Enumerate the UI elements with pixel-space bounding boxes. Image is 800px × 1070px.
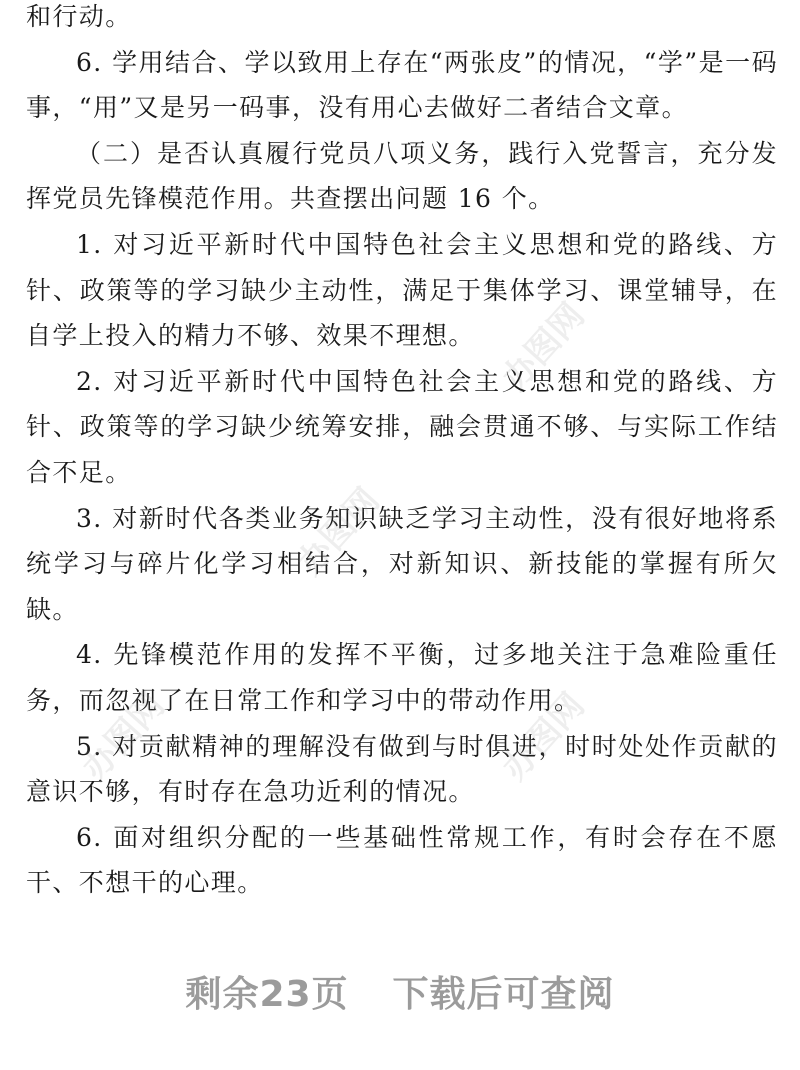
- paragraph-item-4: 4. 先锋模范作用的发挥不平衡，过多地关注于急难险重任务，而忽视了在日常工作和学习中的带动作用。: [26, 640, 778, 715]
- watermark-logo: 办图网: [494, 685, 593, 789]
- paragraph-item-5: 5. 对贡献精神的理解没有做到与时俱进，时时处处作贡献的意识不够，有时存在急功近利的情况。: [26, 731, 778, 807]
- paragraph-item-6: 6. 面对组织分配的一些基础性常规工作，有时会存在不愿干、不想干的心理。: [26, 822, 778, 898]
- paragraph-item-6-theory: 6. 学用结合、学以致用上存在“两张皮”的情况，“学”是一码事，“用”又是另一码事，没有用心去做好二者结合文章。: [26, 47, 778, 123]
- watermark-logo: 办图网: [289, 480, 388, 584]
- watermark-logo: 办图网: [74, 685, 173, 789]
- watermark-logo: 办图网: [494, 295, 593, 399]
- download-prompt[interactable]: [0, 966, 800, 1017]
- section-heading-2: （二）是否认真履行党员八项义务，践行入党誓言，充分发挥党员先锋模范作用。共查摆出问题 16 个。: [26, 138, 778, 214]
- paragraph-item-3: 3. 对新时代各类业务知识缺乏学习主动性，没有很好地将系统学习与碎片化学习相结合，对新知识、新技能的掌握有所欠缺。: [26, 503, 778, 624]
- paragraph-continuation: 和行动。: [26, 2, 132, 31]
- remaining-pages-label: 剩余23页: [185, 974, 349, 1015]
- document-body: [26, 0, 778, 906]
- paragraph-item-2: 2. 对习近平新时代中国特色社会主义思想和党的路线、方针、政策等的学习缺少统筹安排，融会贯通不够、与实际工作结合不足。: [26, 366, 778, 487]
- paragraph-item-1: 1. 对习近平新时代中国特色社会主义思想和党的路线、方针、政策等的学习缺少主动性，满足于集体学习、课堂辅导，在自学上投入的精力不够、效果不理想。: [26, 229, 778, 351]
- download-to-view-label: 下载后可查阅: [392, 974, 615, 1015]
